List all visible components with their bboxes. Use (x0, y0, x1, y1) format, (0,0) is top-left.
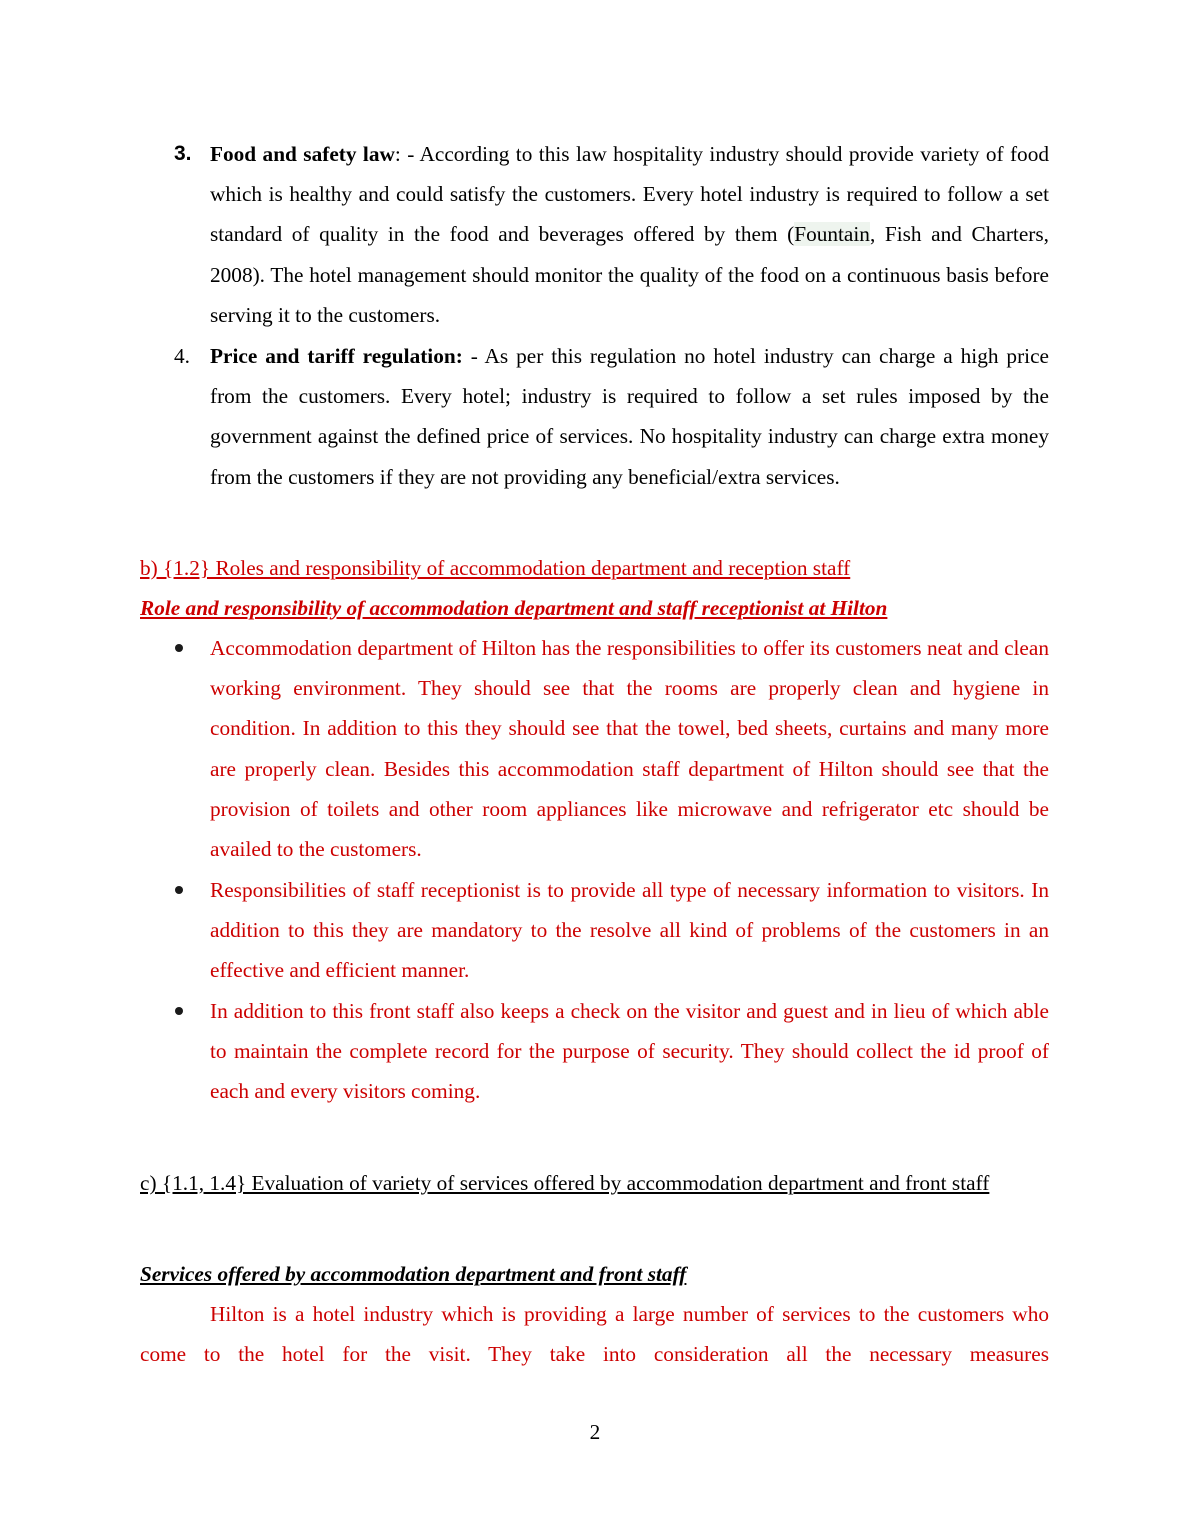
list-marker-4: 4. (174, 344, 190, 368)
section-c-paragraph: Hilton is a hotel industry which is providing a large number of services to the customers who come to the hotel for the visit. They take into consideration all the necessary measures (140, 1302, 1049, 1367)
bullet-item-front-staff: In addition to this front staff also keeps a check on the visitor and guest and in lieu of which able to maintain the complete record for the purpose of security. They should collect the id proof of each and every visitors coming. (210, 999, 1049, 1104)
section-b-subheading: Role and responsibility of accommodation department and staff receptionist at Hilton (140, 596, 888, 620)
list-item-text: : - According to this law hospitality industry should provide variety of food which is healthy and could satisfy the customers. Every hotel industry is required to follow a set standard of quality in the food and beverages offered by them ( (210, 142, 1049, 247)
section-c-subheading: Services offered by accommodation department and front staff (140, 1262, 687, 1286)
list-item-title: Food and safety law (210, 142, 395, 166)
bullet-icon (175, 1007, 183, 1015)
list-item-text-cont: , Fish and Charters, 2008). The hotel management should monitor the quality of the food on a continuous basis before serving it to the customers. (210, 222, 1049, 327)
bullet-item-receptionist: Responsibilities of staff receptionist is to provide all type of necessary information to visitors. In addition to this they are mandatory to the resolve all kind of problems of the customers in an effective and efficient manner. (210, 878, 1049, 983)
section-c-heading: c) {1.1, 1.4} Evaluation of variety of services offered by accommodation department and front staff (140, 1171, 990, 1195)
list-item-text: - As per this regulation no hotel industry can charge a high price from the customers. Every hotel; industry is required to follow a set rules imposed by the government against the defined price of services. No hospitality industry can charge extra money from the customers if they are not providing any beneficial/extra services. (210, 344, 1049, 489)
bullet-icon (175, 644, 183, 652)
section-b-heading: b) {1.2} Roles and responsibility of accommodation department and reception staff (140, 556, 851, 580)
list-item-title: Price and tariff regulation: (210, 344, 463, 368)
list-marker-3: 3. (174, 142, 192, 165)
page-number: 2 (589, 1420, 601, 1444)
bullet-item-accommodation: Accommodation department of Hilton has the responsibilities to offer its customers neat and clean working environment. They should see that the rooms are properly clean and hygiene in condition. In addition to this they should see that the towel, bed sheets, curtains and many more are properly clean. Besides this accommodation staff department of Hilton should see that the provision of toilets and other room appliances like microwave and refrigerator etc should be availed to the customers. (210, 636, 1049, 862)
list-item-food-safety-law (210, 134, 1049, 335)
list-item-price-tariff-regulation (210, 336, 1049, 497)
bullet-icon (175, 886, 183, 894)
citation-highlight: Fountain (794, 222, 870, 247)
